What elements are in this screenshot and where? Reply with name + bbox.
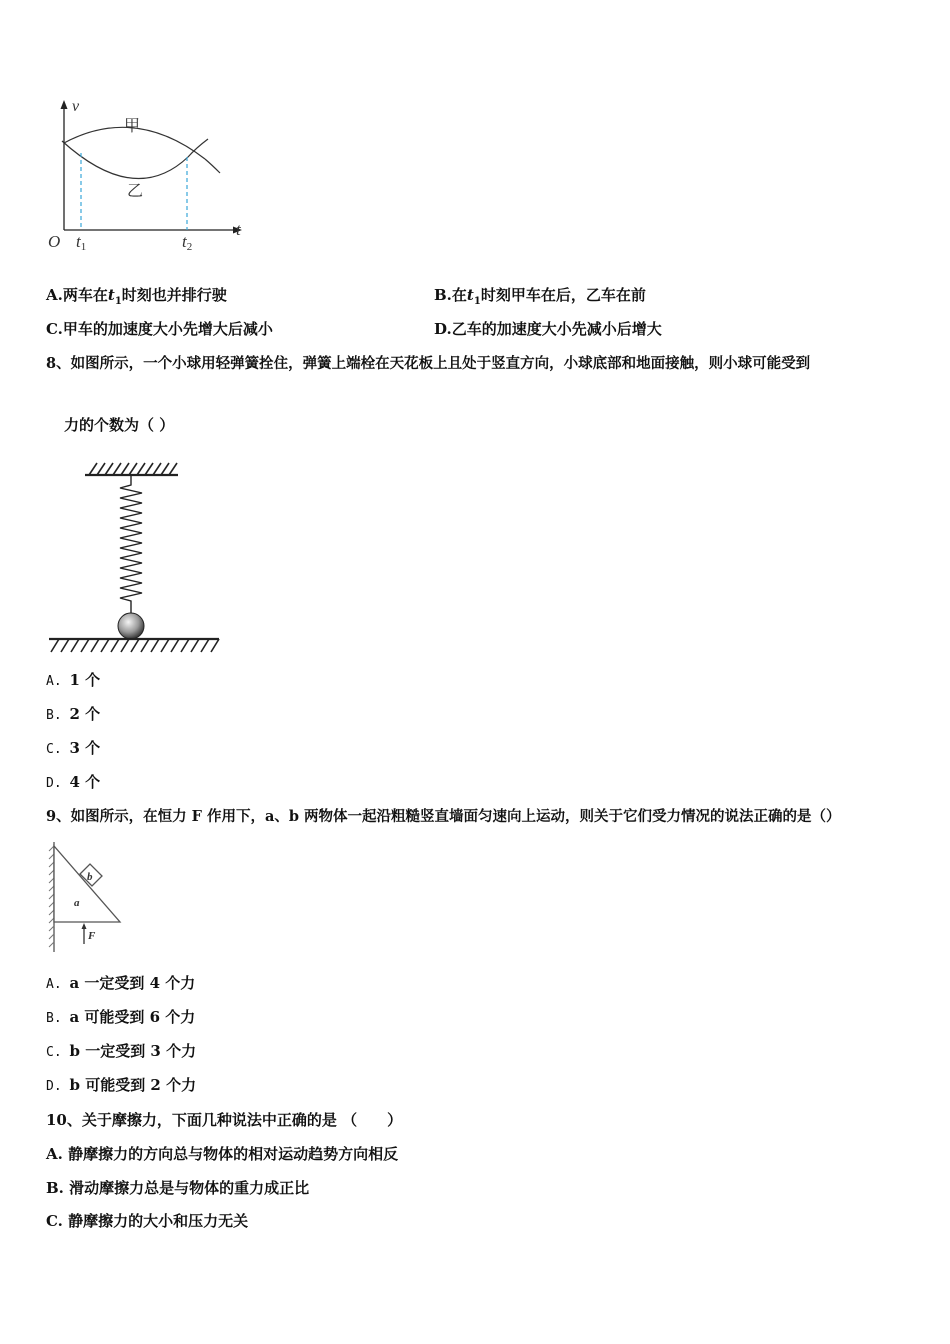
q8-option-b-text: 2 个 [69,705,101,723]
q8-option-d [46,772,100,794]
q8-stem-line1: 8、如图所示，一个小球用轻弹簧拴住，弹簧上端栓在天花板上且处于竖直方向，小球底部和地面接触，则小球可能受到 [46,355,811,372]
q7-option-d: D.乙车的加速度大小先减小后增大 [434,320,662,338]
q7-option-b-suffix: 时刻甲车在后，乙车在前 [480,286,646,304]
q10-option-a: A. 静摩擦力的方向总与物体的相对运动趋势方向相反 [46,1145,399,1163]
q9-option-c-text: b 一定受到 3 个力 [69,1042,197,1060]
spring-ball-figure [45,455,225,660]
q9-option-c [46,1041,196,1063]
q9-option-d-text: b 可能受到 2 个力 [69,1076,197,1094]
axis-v-label: v [72,98,80,115]
q7-option-a-prefix: A.两车在 [46,286,108,304]
q7-option-b-sub: 1 [473,296,481,307]
q7-option-b-prefix: B.在 [434,286,467,304]
curve-jia-tail [205,159,220,173]
q8-option-a-text: 1 个 [69,671,101,689]
wedge-figure [44,838,126,956]
q7-option-a [46,285,227,312]
q9-option-d-label: D. [46,1079,70,1094]
q7-option-c: C.甲车的加速度大小先增大后减小 [46,320,273,338]
vt-graph-figure [40,95,260,260]
q8-option-b-label: B. [46,708,70,723]
q8-option-d-label: D. [46,776,70,791]
q9-option-b-text: a 可能受到 6 个力 [69,1008,196,1026]
q9-option-b [46,1007,195,1029]
curve-yi-line [62,139,208,179]
q7-option-a-var: t [107,286,115,304]
curve-jia-label: 甲 [124,118,141,135]
q9-option-a-text: a 一定受到 4 个力 [69,974,196,992]
spring [120,475,142,613]
ceiling-hatch [89,463,177,475]
q8-option-a-label: A. [46,674,70,689]
q7-option-b [434,285,646,312]
q9-option-a-label: A. [46,977,70,992]
q8-option-b [46,704,100,726]
q9-option-c-label: C. [46,1045,70,1060]
t1-label: t1 [76,232,87,253]
label-b: b [87,871,93,883]
ball [118,613,144,639]
q7-option-a-sub: 1 [114,296,122,307]
label-a: a [74,897,80,909]
q10-option-c: C. 静摩擦力的大小和压力无关 [46,1212,249,1230]
q9-option-a [46,973,195,995]
q7-option-b-var: t [466,286,474,304]
q9-option-d [46,1075,196,1097]
v-axis-arrow [61,100,68,109]
t2-label: t2 [182,232,193,253]
origin-label: O [48,232,61,251]
curve-yi-label: 乙 [127,183,144,200]
q8-stem-line2: 力的个数为（ ） [64,416,175,434]
q10-stem: 10、关于摩擦力，下面几种说法中正确的是 （ ） [46,1111,403,1129]
q9-option-b-label: B. [46,1011,70,1026]
q8-option-d-text: 4 个 [69,773,101,791]
q10-option-b: B. 滑动摩擦力总是与物体的重力成正比 [46,1179,310,1197]
q9-stem: 9、如图所示，在恒力 F 作用下，a、b 两物体一起沿粗糙竖直墙面匀速向上运动，则关于它们受力情况的说法正确的是（） [46,808,841,825]
axis-t-label: t [236,220,241,239]
q8-option-a [46,670,100,692]
q7-option-a-suffix: 时刻也并排行驶 [121,286,227,304]
q8-option-c-text: 3 个 [69,739,101,757]
q8-option-c [46,738,100,760]
label-f: F [88,930,96,942]
ground-hatch [51,639,219,652]
q8-option-c-label: C. [46,742,70,757]
